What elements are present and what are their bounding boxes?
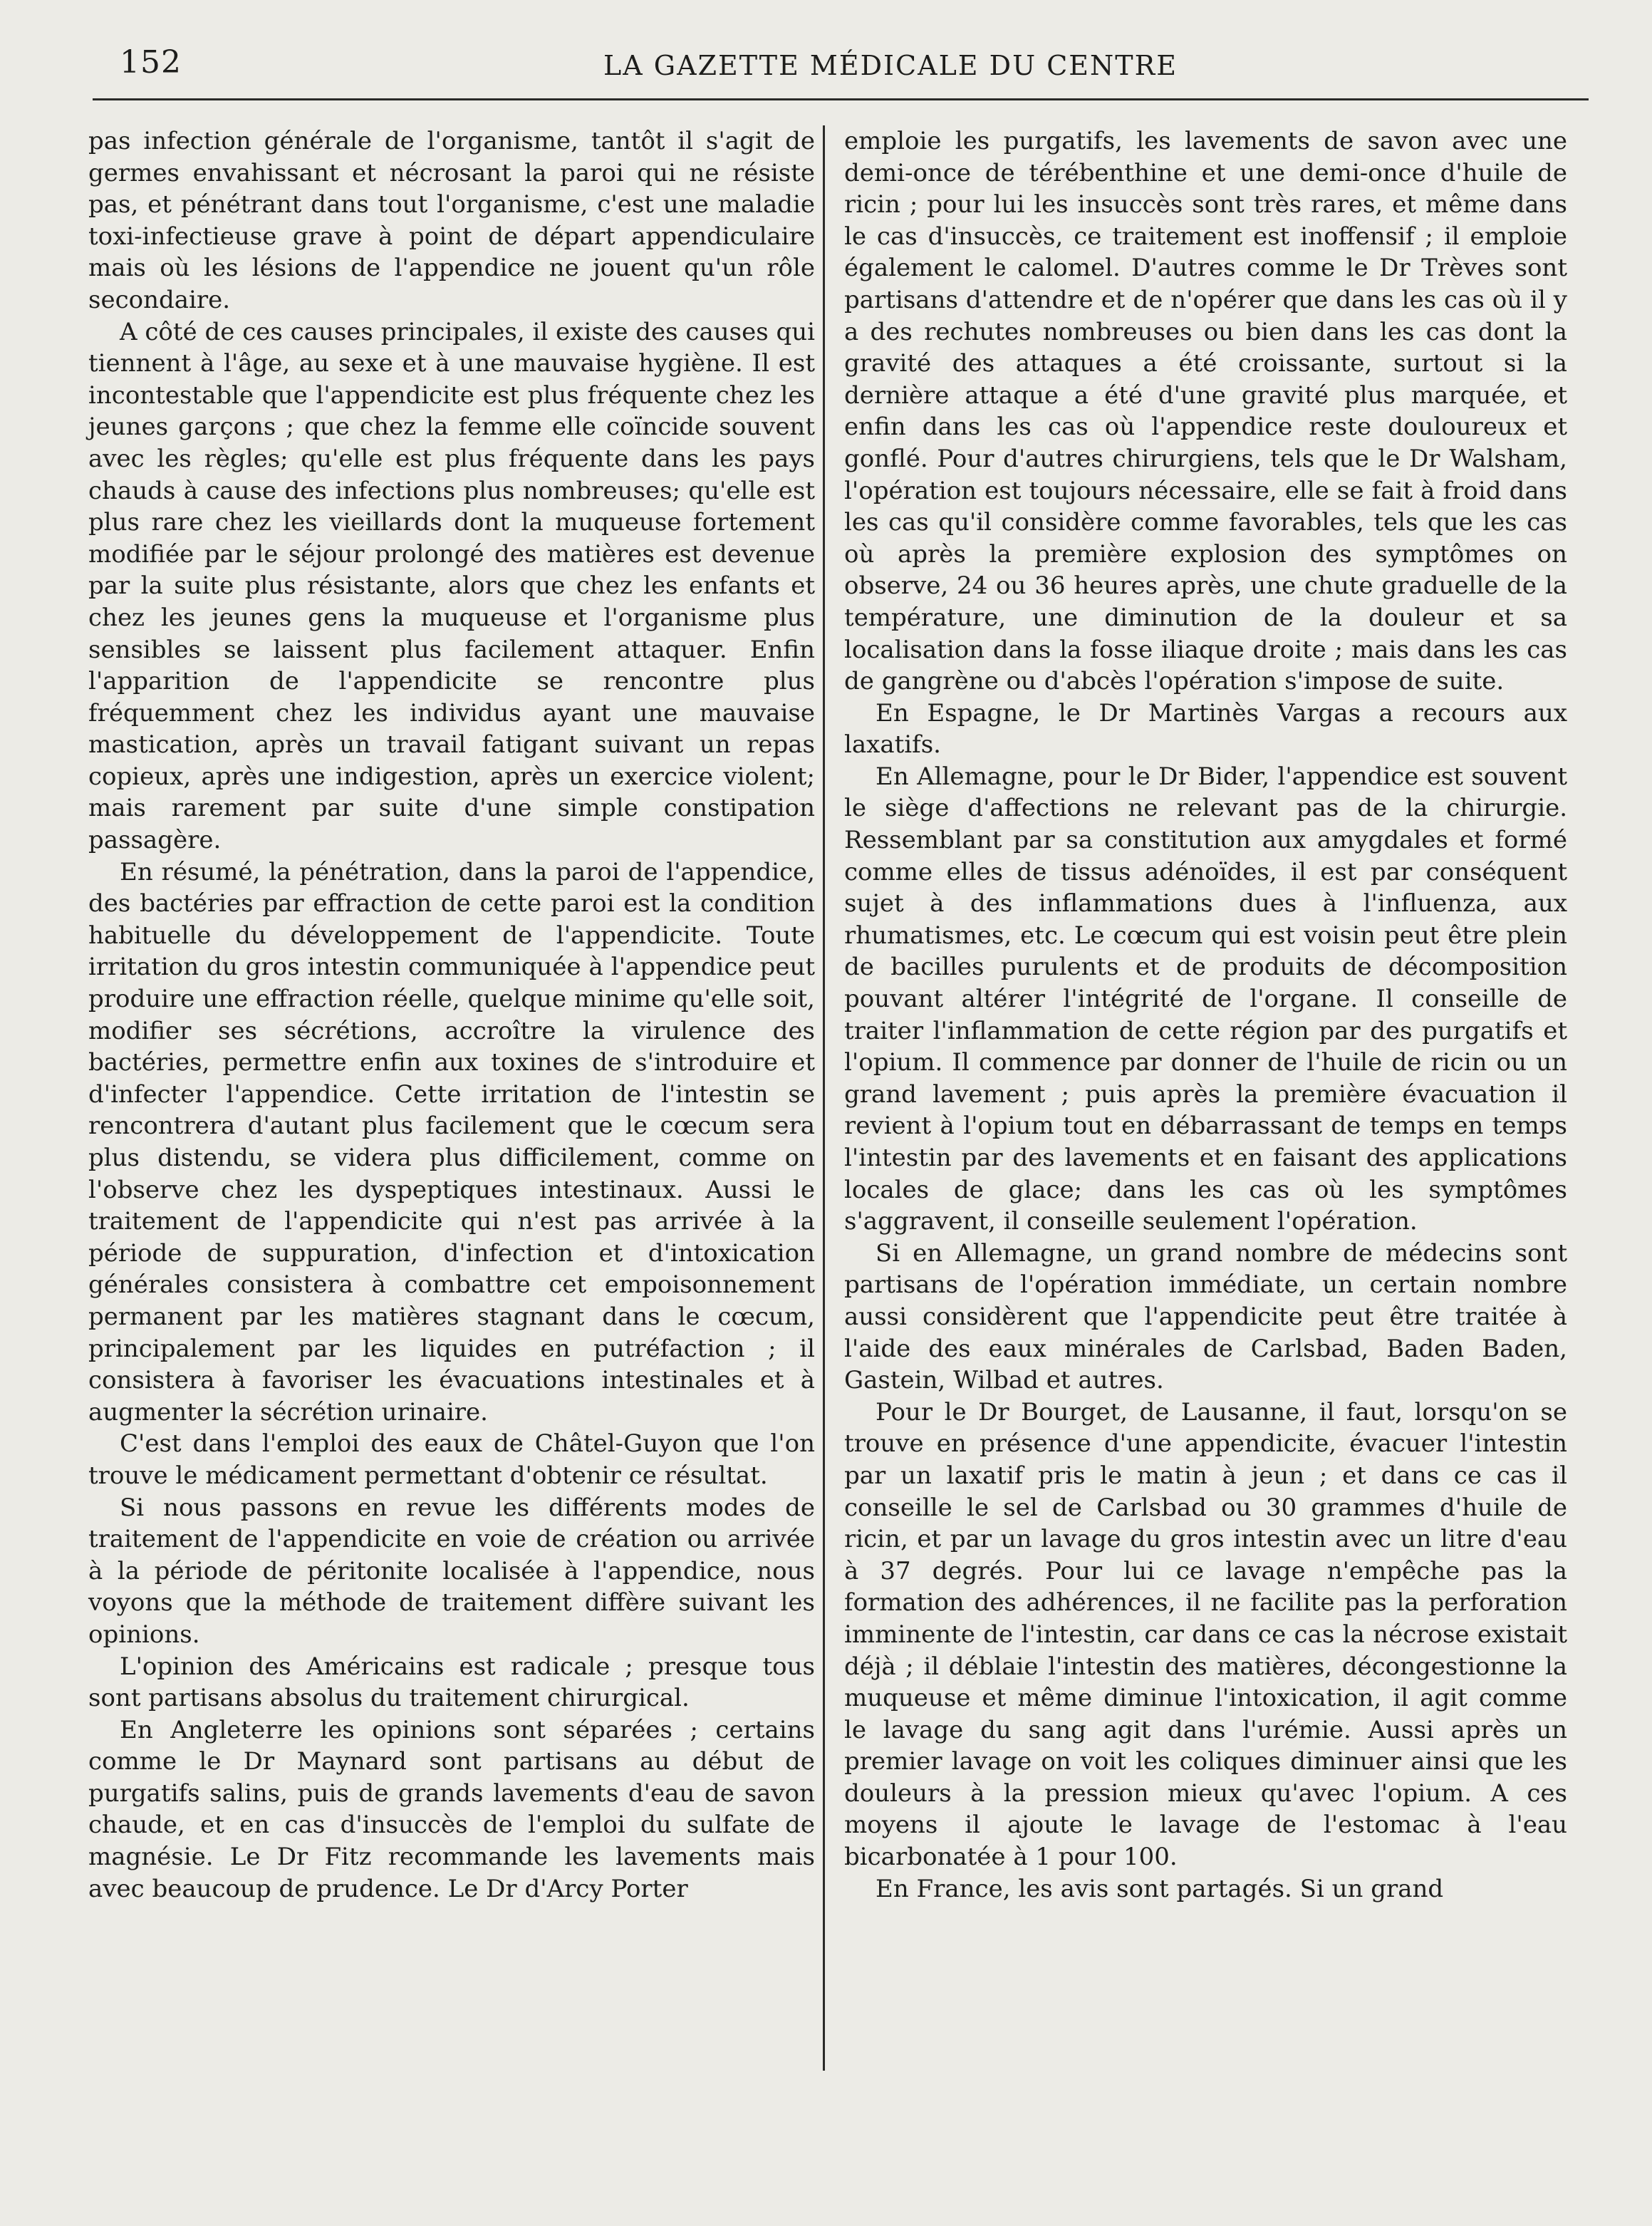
paragraph: En Angleterre les opinions sont séparées ; certains comme le Dr Maynard sont partisans au début de purgatifs salins, puis de grands lavements d'eau de savon chaude, et en cas d'insuccès de l'emploi du sulfate de magnésie. Le Dr Fitz recommande les lavements mais avec beaucoup de prudence. Le Dr d'Arcy Porter (88, 1715, 815, 1903)
paragraph: Si en Allemagne, un grand nombre de médecins sont partisans de l'opération immédiate, un certain nombre aussi considèrent que l'appendicite peut être traitée à l'aide des eaux minérales de Carlsbad, Baden Baden, Gastein, Wilbad et autres. (844, 1238, 1567, 1395)
paragraph: En résumé, la pénétration, dans la paroi de l'appendice, des bactéries par effraction de cette paroi est la condition habituelle du développement de l'appendicite. Toute irritation du gros intestin communiquée à l'appendice peut produire une effraction réelle, quelque minime qu'elle soit, modifier ses sécrétions, accroître la virulence des bactéries, permettre enfin aux toxines de s'introduire et d'infecter l'appendice. Cette irritation de l'intestin se rencontrera d'autant plus facilement que le cœcum sera plus distendu, se videra plus difficilement, comme on l'observe chez les dyspeptiques intestinaux. Aussi le traitement de l'appendicite qui n'est pas arrivée à la période de suppuration, d'infection et d'intoxication générales consistera à combattre cet empoisonnement permanent par les matières stagnant dans le cœcum, principalement par les liquides en putréfaction ; il consistera à favoriser les évacuations intestinales et à augmenter la sécrétion urinaire. (88, 857, 815, 1427)
page-number: 152 (120, 44, 182, 81)
header-rule (93, 98, 1589, 100)
paragraph: L'opinion des Américains est radicale ; presque tous sont partisans absolus du traitement chirurgical. (88, 1652, 815, 1713)
paragraph: pas infection générale de l'organisme, tantôt il s'agit de germes envahissant et nécrosant la paroi qui ne résiste pas, et pénétrant dans tout l'organisme, c'est une maladie toxi-infectieuse grave à point de départ appendiculaire mais où les lésions de l'appendice ne jouent qu'un rôle secondaire. (88, 127, 815, 314)
running-title: LA GAZETTE MÉDICALE DU CENTRE (603, 50, 1178, 81)
paragraph: emploie les purgatifs, les lavements de savon avec une demi-once de térébenthine et une demi-once d'huile de ricin ; pour lui les insuccès sont très rares, et même dans le cas d'insuccès, ce traitement est inoffensif ; il emploie également le calomel. D'autres comme le Dr Trèves sont partisans d'attendre et de n'opérer que dans les cas où il y a des rechutes nombreuses ou bien dans les cas dont la gravité des attaques a été croissante, surtout si la dernière attaque a été d'une gravité plus marquée, et enfin dans les cas où l'appendice reste douloureux et gonflé. Pour d'autres chirurgiens, tels que le Dr Walsham, l'opération est toujours nécessaire, elle se fait à froid dans les cas qu'il considère comme favorables, tels que les cas où après la première explosion des symptômes on observe, 24 ou 36 heures après, une chute graduelle de la température, une diminution de la douleur et sa localisation dans la fosse iliaque droite ; mais dans les cas de gangrène ou d'abcès l'opération s'impose de suite. (844, 127, 1567, 696)
paragraph: En Espagne, le Dr Martinès Vargas a recours aux laxatifs. (844, 698, 1567, 760)
paragraph: C'est dans l'emploi des eaux de Châtel-Guyon que l'on trouve le médicament permettant d'obtenir ce résultat. (88, 1429, 815, 1490)
paragraph: Si nous passons en revue les différents modes de traitement de l'appendicite en voie de création ou arrivée à la période de péritonite localisée à l'appendice, nous voyons que la méthode de traitement diffère suivant les opinions. (88, 1493, 815, 1649)
paragraph: A côté de ces causes principales, il existe des causes qui tiennent à l'âge, au sexe et à une mauvaise hygiène. Il est incontestable que l'appendicite est plus fréquente chez les jeunes garçons ; que chez la femme elle coïncide souvent avec les règles; qu'elle est plus fréquente dans les pays chauds à cause des infections plus nombreuses; qu'elle est plus rare chez les vieillards dont la muqueuse fortement modifiée par le séjour prolongé des matières est devenue par la suite plus résistante, alors que chez les enfants et chez les jeunes gens la muqueuse et l'organisme plus sensibles se laissent plus facilement attaquer. Enfin l'apparition de l'appendicite se rencontre plus fréquemment chez les individus ayant une mauvaise mastication, après un travail fatigant suivant un repas copieux, après une indigestion, après un exercice violent; mais rarement par suite d'une simple constipation passagère. (88, 317, 815, 855)
column-divider (823, 125, 825, 2071)
paragraph: En France, les avis sont partagés. Si un grand (876, 1874, 1444, 1903)
paragraph: Pour le Dr Bourget, de Lausanne, il faut, lorsqu'on se trouve en présence d'une appendicite, évacuer l'intestin par un laxatif pris le matin à jeun ; et dans ce cas il conseille le sel de Carlsbad ou 30 grammes d'huile de ricin, et par un lavage du gros intestin avec un litre d'eau à 37 degrés. Pour lui ce lavage n'empêche pas la formation des adhérences, il ne facilite pas la perforation imminente de l'intestin, car dans ce cas la nécrose existait déjà ; il déblaie l'intestin des matières, décongestionne la muqueuse et même diminue l'intoxication, il agit comme le lavage du sang agit dans l'urémie. Aussi après un premier lavage on voit les coliques diminuer ainsi que les douleurs à la pression mieux qu'avec l'opium. A ces moyens il ajoute le lavage de l'estomac à l'eau bicarbonatée à 1 pour 100. (844, 1397, 1567, 1872)
right-column (844, 125, 1567, 1905)
left-column (88, 125, 815, 1905)
paragraph: En Allemagne, pour le Dr Bider, l'appendice est souvent le siège d'affections ne relevant pas de la chirurgie. Ressemblant par sa constitution aux amygdales et formé comme elles de tissus adénoïdes, il est par conséquent sujet à des inflammations dues à l'influenza, aux rhumatismes, etc. Le cœcum qui est voisin peut être plein de bacilles purulents et de produits de décomposition pouvant altérer l'intégrité de l'organe. Il conseille de traiter l'inflammation de cette région par des purgatifs et l'opium. Il commence par donner de l'huile de ricin ou un grand lavement ; puis après la première évacuation il revient à l'opium tout en débarrassant de temps en temps l'intestin par des lavements et en faisant des applications locales de glace; dans les cas où les symptômes s'aggravent, il conseille seulement l'opération. (844, 762, 1567, 1236)
